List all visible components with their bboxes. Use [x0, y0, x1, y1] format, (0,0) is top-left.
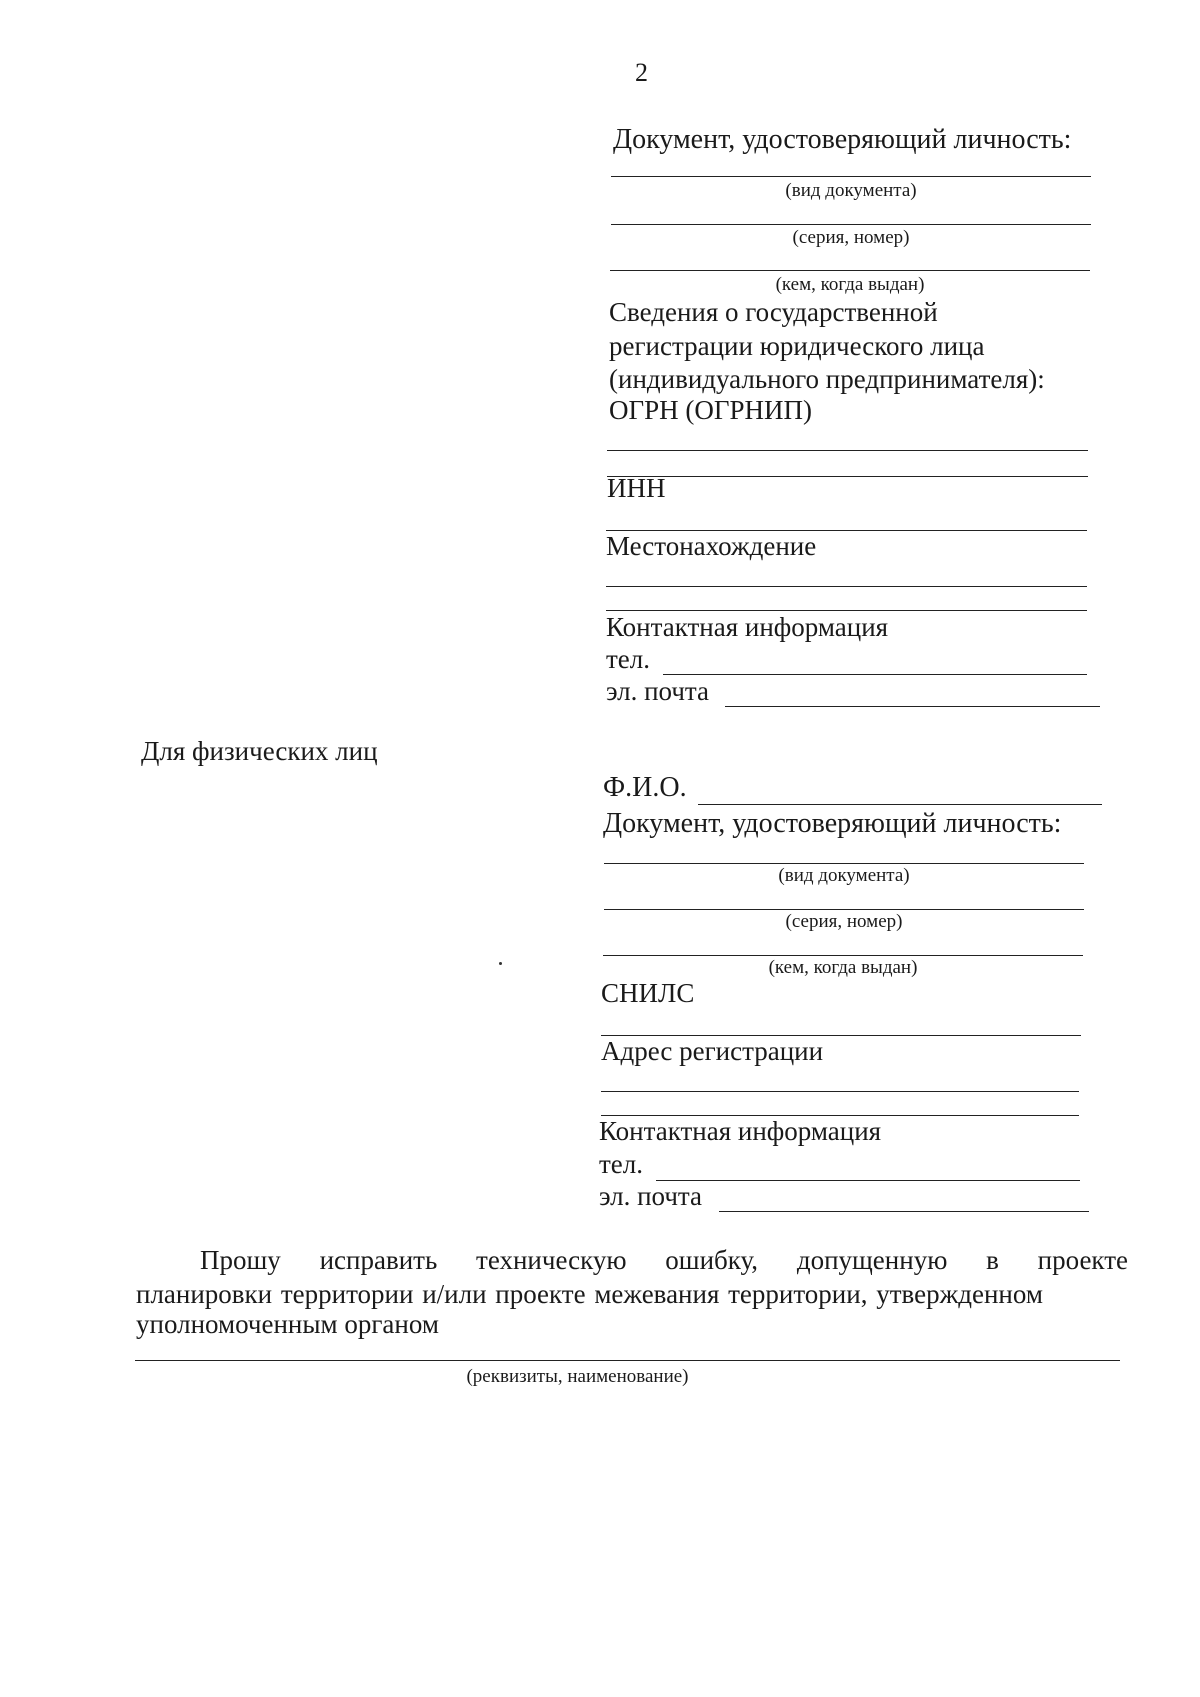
ogrn-line-2[interactable]	[607, 476, 1088, 477]
individual-email-label: эл. почта	[599, 1181, 703, 1211]
stray-dot	[499, 962, 502, 965]
entity-series-number-caption: (серия, номер)	[792, 227, 910, 248]
individual-doc-type-line[interactable]	[604, 863, 1084, 864]
address-label: Адрес регистрации	[601, 1036, 824, 1066]
individual-phone-label: тел.	[599, 1149, 644, 1179]
request-word: ошибку,	[665, 1245, 759, 1275]
request-word: проекте	[1037, 1245, 1128, 1275]
request-word: допущенную	[796, 1245, 948, 1275]
individual-email-line[interactable]	[719, 1211, 1089, 1212]
entity-phone-line[interactable]	[663, 674, 1087, 675]
fio-label: Ф.И.О.	[603, 772, 687, 803]
individual-series-number-line[interactable]	[604, 909, 1084, 910]
individual-issued-by-caption: (кем, когда выдан)	[768, 957, 918, 978]
request-word: исправить	[319, 1245, 438, 1275]
ogrn-line-1[interactable]	[607, 450, 1088, 451]
location-label: Местонахождение	[606, 531, 817, 561]
request-word: Прошу	[200, 1245, 281, 1275]
individual-identity-doc-label: Документ, удостоверяющий личность:	[603, 808, 1062, 839]
registration-info-line1: Сведения о государственной	[609, 297, 938, 327]
request-word: техническую	[476, 1245, 627, 1275]
individual-phone-line[interactable]	[656, 1180, 1080, 1181]
entity-series-number-line[interactable]	[611, 224, 1091, 225]
entity-email-label: эл. почта	[606, 676, 710, 706]
entity-phone-label: тел.	[606, 644, 651, 674]
entity-identity-doc-label: Документ, удостоверяющий личность:	[613, 124, 1072, 155]
request-line-3: уполномоченным органом	[136, 1309, 439, 1339]
requisites-caption: (реквизиты, наименование)	[466, 1366, 689, 1387]
snils-label: СНИЛС	[601, 978, 695, 1008]
individual-series-number-caption: (серия, номер)	[785, 911, 903, 932]
registration-info-line3: (индивидуального предпринимателя):	[609, 364, 1045, 394]
page-number: 2	[635, 58, 648, 87]
entity-doc-type-caption: (вид документа)	[785, 180, 917, 201]
location-line-2[interactable]	[606, 610, 1087, 611]
entity-issued-by-caption: (кем, когда выдан)	[775, 274, 925, 295]
ogrn-label: ОГРН (ОГРНИП)	[609, 395, 812, 425]
address-line-1[interactable]	[601, 1091, 1079, 1092]
request-line-2: планировки территории и/или проекте межевания территории, утвержденном	[136, 1279, 1043, 1309]
entity-contact-label: Контактная информация	[606, 612, 889, 642]
fio-line[interactable]	[698, 804, 1102, 805]
location-line-1[interactable]	[606, 586, 1087, 587]
individual-doc-type-caption: (вид документа)	[778, 865, 910, 886]
request-word: в	[986, 1245, 999, 1275]
entity-issued-by-line[interactable]	[610, 270, 1090, 271]
request-line-1	[200, 1244, 1128, 1276]
individual-contact-label: Контактная информация	[599, 1116, 882, 1146]
inn-label: ИНН	[607, 473, 666, 503]
individual-issued-by-line[interactable]	[603, 955, 1083, 956]
entity-email-line[interactable]	[725, 706, 1100, 707]
individuals-section-label: Для физических лиц	[141, 736, 378, 766]
registration-info-line2: регистрации юридического лица	[609, 331, 985, 361]
requisites-line[interactable]	[135, 1360, 1120, 1361]
entity-doc-type-line[interactable]	[611, 176, 1091, 177]
